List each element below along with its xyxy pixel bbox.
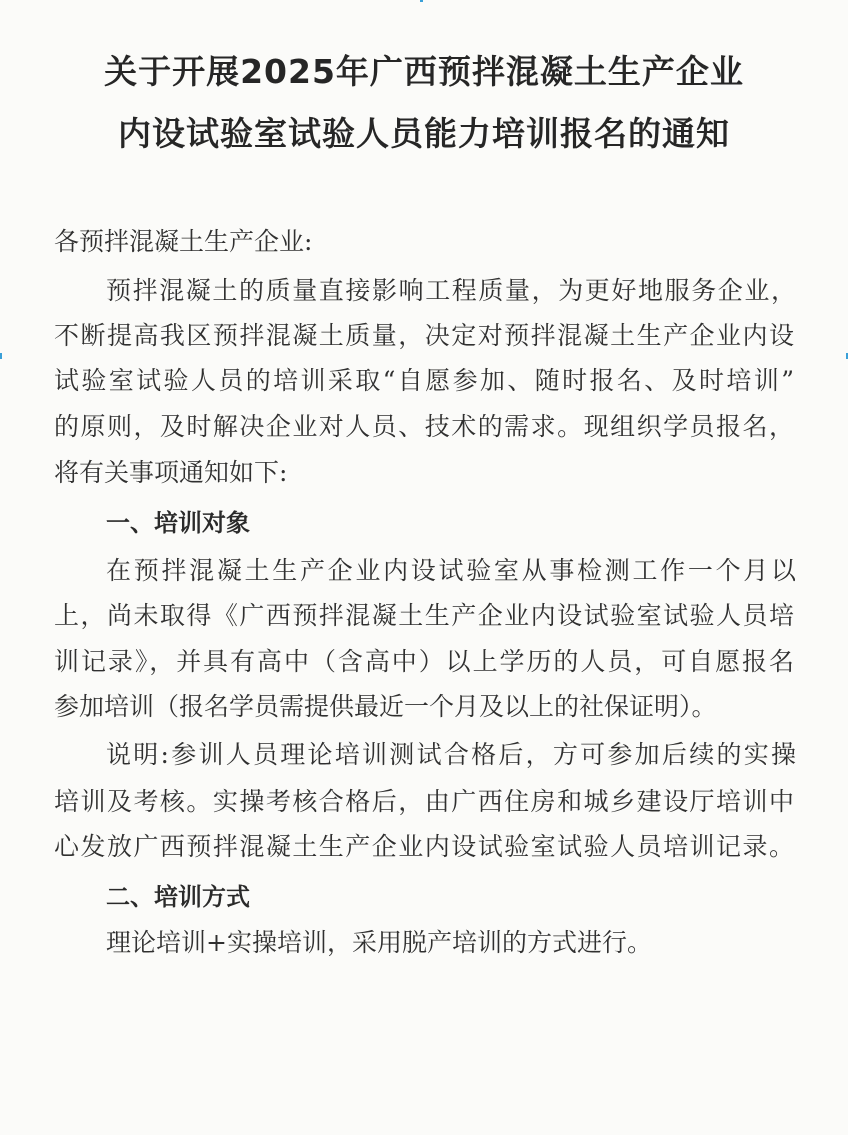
intro-line: 预拌混凝土的质量直接影响工程质量，为更好地服务企业， — [106, 276, 796, 305]
salutation: 各预拌混凝土生产企业: — [54, 227, 313, 256]
section-heading: 二、培训方式 — [106, 883, 250, 911]
document-title-line-2: 内设试验室试验人员能力培训报名的通知 — [118, 114, 730, 153]
note-line: 培训及考核。实操考核合格后，由广西住房和城乡建设厅培训中 — [54, 787, 794, 816]
intro-line: 试验室试验人员的培训采取“自愿参加、随时报名、及时培训” — [54, 366, 794, 395]
note-line: 心发放广西预拌混凝土生产企业内设试验室试验人员培训记录。 — [54, 832, 794, 861]
section-body-line: 在预拌混凝土生产企业内设试验室从事检测工作一个月以 — [106, 556, 796, 585]
section-body-line: 上，尚未取得《广西预拌混凝土生产企业内设试验室试验人员培 — [54, 601, 794, 630]
document-title-line-1: 关于开展2025年广西预拌混凝土生产企业 — [104, 52, 744, 91]
note-line: 说明:参训人员理论培训测试合格后，方可参加后续的实操 — [106, 740, 796, 769]
section-heading: 一、培训对象 — [106, 509, 250, 537]
intro-line: 不断提高我区预拌混凝土质量，决定对预拌混凝土生产企业内设 — [54, 321, 794, 350]
intro-line: 的原则，及时解决企业对人员、技术的需求。现组织学员报名， — [54, 412, 794, 441]
section-body-line: 参加培训（报名学员需提供最近一个月及以上的社保证明）。 — [54, 692, 717, 721]
intro-line: 将有关事项通知如下: — [54, 458, 288, 487]
scan-edge-mark — [420, 0, 423, 2]
section-body-line: 训记录》，并具有高中（含高中）以上学历的人员，可自愿报名 — [54, 647, 794, 676]
scan-edge-mark — [0, 353, 2, 359]
section-body-line: 理论培训+实操培训，采用脱产培训的方式进行。 — [106, 928, 652, 957]
